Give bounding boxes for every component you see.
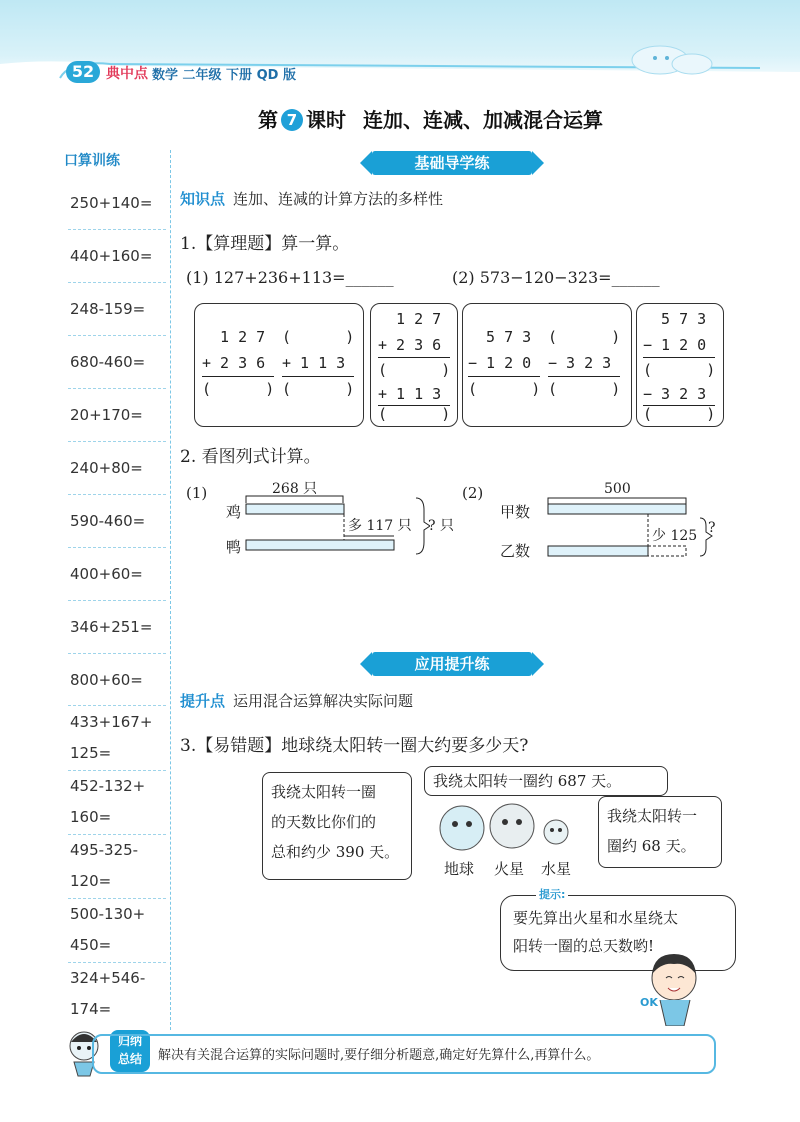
lesson-title — [258, 104, 603, 133]
cloud-icon — [620, 34, 730, 78]
lesson-topic: 连加、连减、加减混合运算 — [362, 108, 603, 132]
calc-line: ( ) — [282, 380, 355, 398]
knowledge-text: 连加、连减的计算方法的多样性 — [233, 190, 444, 208]
diagram-1-chicken-label: 鸡 — [226, 503, 242, 521]
calc-line: 5 7 3 — [643, 310, 707, 328]
column-divider — [170, 150, 171, 1030]
calc-rule — [282, 376, 354, 377]
diagram-1-question: ? 只 — [428, 518, 454, 534]
diagram-1-top-label: 268 只 — [272, 481, 318, 497]
improvement-tag: 提升点 — [180, 692, 226, 710]
oral-training-label — [64, 150, 120, 170]
oral-training-text: 口算训练 — [64, 153, 120, 169]
calc-rule — [643, 357, 715, 358]
drill-item: 452-132+ — [70, 777, 146, 795]
diagram-1-more-label: 多 117 只 — [348, 518, 412, 534]
calc-line: ( ) — [378, 405, 451, 423]
planet-label-earth: 地球 — [444, 860, 475, 878]
diagram-2-question: ? — [708, 520, 716, 536]
planets-illustration — [430, 800, 590, 852]
lesson-suffix: 课时 — [306, 108, 346, 132]
drill-item: 250+140= — [70, 194, 153, 212]
page-number: 52 — [66, 61, 100, 83]
drill-separator — [68, 834, 166, 835]
drill-item: 440+160= — [70, 247, 153, 265]
calc-line: ( ) — [643, 361, 716, 379]
bubble-line: 我绕太阳转一圈 — [271, 783, 377, 801]
calc-line: − 3 2 3 — [548, 354, 612, 372]
calc-line: − 1 2 0 — [468, 354, 532, 372]
lesson-prefix: 第 — [258, 108, 278, 132]
question-2-title: 2. 看图列式计算。 — [180, 447, 321, 467]
diagram-2-less-label: 少 125 — [652, 528, 698, 544]
question-1-title: 1.【算理题】算一算。 — [180, 234, 350, 254]
drill-separator — [68, 494, 166, 495]
bubble-line: 我绕太阳转一圈约 687 天。 — [433, 772, 622, 790]
planet-label-mercury: 水星 — [541, 860, 572, 878]
calc-line: 1 2 7 — [378, 310, 442, 328]
drill-item: 590-460= — [70, 512, 146, 530]
drill-item: 680-460= — [70, 353, 146, 371]
drill-item: 125= — [70, 744, 112, 762]
calc-line: ( ) — [643, 405, 716, 423]
speech-bubble-mercury — [598, 796, 722, 868]
calc-line: + 2 3 6 — [202, 354, 266, 372]
calc-line: 5 7 3 — [468, 328, 532, 346]
drill-item: 240+80= — [70, 459, 143, 477]
bubble-line: 圈约 68 天。 — [607, 837, 696, 855]
calc-rule — [378, 357, 450, 358]
drill-item: 346+251= — [70, 618, 153, 636]
bubble-line: 总和约少 390 天。 — [271, 843, 400, 861]
summary-label-bottom: 总结 — [117, 1052, 142, 1066]
drill-separator — [68, 547, 166, 548]
calc-line: ( ) — [202, 380, 275, 398]
brand-logo: 典中点 — [106, 66, 148, 82]
diagram-2-b-label: 乙数 — [500, 542, 531, 560]
drill-item: 248-159= — [70, 300, 146, 318]
calc-line: + 1 1 3 — [282, 354, 346, 372]
summary-text: 解决有关混合运算的实际问题时,要仔细分析题意,确定好先算什么,再算什么。 — [158, 1048, 600, 1063]
drill-separator — [68, 898, 166, 899]
drill-separator — [68, 653, 166, 654]
drill-item: 450= — [70, 936, 112, 954]
diagram-2-a-label: 甲数 — [500, 503, 531, 521]
drill-item: 174= — [70, 1000, 112, 1018]
lesson-number: 7 — [281, 109, 303, 131]
drill-item: 20+170= — [70, 406, 143, 424]
calc-line: ( ) — [548, 380, 621, 398]
calc-line: − 3 2 3 — [643, 385, 707, 403]
drill-separator — [68, 770, 166, 771]
drill-separator — [68, 962, 166, 963]
boy-mascot — [632, 948, 712, 1026]
knowledge-tag: 知识点 — [180, 190, 226, 208]
hint-line: 要先算出火星和水星绕太 — [513, 909, 679, 927]
drill-separator — [68, 388, 166, 389]
drill-separator — [68, 441, 166, 442]
diagram-1-label: (1) — [186, 484, 208, 502]
ok-sign: OK — [640, 996, 658, 1009]
section-banner-applied: 应用提升练 — [372, 652, 532, 676]
calc-line: ( ) — [548, 328, 621, 346]
drill-separator — [68, 600, 166, 601]
drill-separator — [68, 705, 166, 706]
bubble-line: 的天数比你们的 — [271, 813, 377, 831]
drill-item: 495-325- — [70, 841, 139, 859]
section-banner-basic: 基础导学练 — [372, 151, 532, 175]
calc-rule — [468, 376, 540, 377]
diagram-2-top-label: 500 — [604, 481, 631, 497]
calc-line: + 1 1 3 — [378, 385, 442, 403]
calc-line: ( ) — [378, 361, 451, 379]
knowledge-point — [180, 188, 443, 209]
bubble-line: 我绕太阳转一 — [607, 807, 698, 825]
improvement-text: 运用混合运算解决实际问题 — [233, 692, 414, 710]
book-title: 数学 二年级 下册 QD 版 — [152, 68, 296, 83]
calc-line: − 1 2 0 — [643, 336, 707, 354]
hint-label: 提示: — [536, 886, 568, 902]
drill-item: 500-130+ — [70, 905, 146, 923]
drill-item: 120= — [70, 872, 112, 890]
improvement-point — [180, 690, 413, 711]
drill-separator — [68, 335, 166, 336]
speech-bubble-mars — [424, 766, 668, 796]
drill-item: 800+60= — [70, 671, 143, 689]
drill-item: 324+546- — [70, 969, 146, 987]
bar-diagram-2 — [540, 492, 715, 562]
drill-item: 400+60= — [70, 565, 143, 583]
drill-item: 160= — [70, 808, 112, 826]
question-1-part2: (2) 573−120−323=______ — [452, 268, 660, 287]
bar-diagram-1 — [240, 490, 430, 560]
speech-bubble-earth — [262, 772, 412, 880]
calc-line: + 2 3 6 — [378, 336, 442, 354]
diagram-2-label: (2) — [462, 484, 484, 502]
drill-separator — [68, 229, 166, 230]
calc-rule — [202, 376, 274, 377]
drill-item: 433+167+ — [70, 713, 153, 731]
calc-line: 1 2 7 — [202, 328, 266, 346]
calc-line: ( ) — [282, 328, 355, 346]
calc-rule — [548, 376, 620, 377]
hint-line: 阳转一圈的总天数哟! — [513, 937, 655, 955]
question-1-part1: (1) 127+236+113=______ — [186, 268, 394, 287]
planet-label-mars: 火星 — [494, 860, 525, 878]
drill-separator — [68, 282, 166, 283]
summary-label-top: 归纳 — [117, 1034, 142, 1048]
calc-line: ( ) — [468, 380, 541, 398]
question-3-title: 3.【易错题】地球绕太阳转一圈大约要多少天? — [180, 736, 529, 756]
diagram-1-duck-label: 鸭 — [226, 538, 242, 556]
